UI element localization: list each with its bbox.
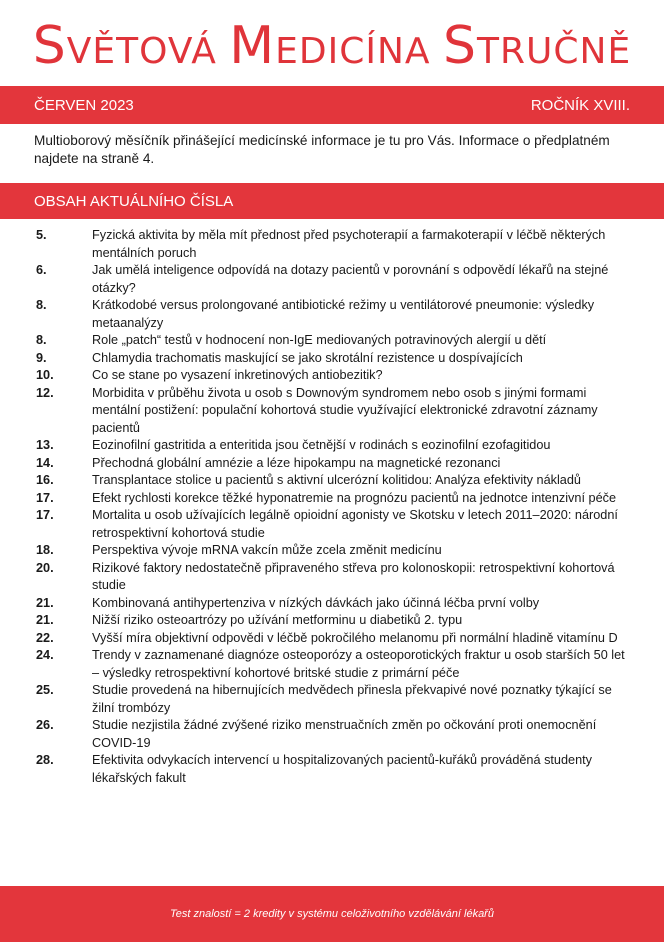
issue-volume: ROČNÍK XVIII. <box>530 96 630 114</box>
toc-entry[interactable] <box>36 612 632 630</box>
toc-article-title: Eozinofilní gastritida a enteritida jsou četnější v rodinách s eozinofilní ezofagitidou <box>92 438 551 452</box>
toc-article-title: Role „patch“ testů v hodnocení non-IgE mediovaných potravinových alergií u dětí <box>92 333 547 347</box>
toc-article-title: Mortalita u osob užívajících legálně opioidní agonisty ve Skotsku v letech 2011–2020: národní retrospektivní kohortová studie <box>92 508 618 540</box>
toc-entry[interactable] <box>36 490 632 508</box>
masthead-cap-2: M <box>229 16 276 76</box>
toc-entry[interactable] <box>36 752 632 787</box>
toc-page-number: 8. <box>36 298 47 312</box>
toc-page-number: 16. <box>36 473 54 487</box>
toc-article-title: Kombinovaná antihypertenziva v nízkých dávkách jako účinná léčba první volby <box>92 595 540 610</box>
toc-article-title: Přechodná globální amnézie a léze hipokampu na magnetické rezonanci <box>92 455 501 470</box>
toc-entry[interactable] <box>36 297 632 332</box>
toc-entry[interactable] <box>36 647 632 682</box>
toc-article-title: Morbidita v průběhu života u osob s Downovým syndromem nebo osob s jinými formami mentální postižení: populační kohortová studie využívající elektronické zdravotní záznamy pacientů <box>92 385 598 435</box>
masthead-cap-3: S <box>443 16 478 76</box>
masthead-title <box>0 16 664 76</box>
toc-page-number: 21. <box>36 595 54 610</box>
toc-page-number: 9. <box>36 350 47 365</box>
toc-page-number: 28. <box>36 753 54 767</box>
toc-page-number: 17. <box>36 508 54 522</box>
toc-page-number: 8. <box>36 333 47 347</box>
toc-page-number: 26. <box>36 718 54 732</box>
toc-page-number: 21. <box>36 613 54 627</box>
toc-entry[interactable] <box>36 507 632 542</box>
toc-page-number: 13. <box>36 438 54 452</box>
toc-article-title: Efektivita odvykacích intervencí u hospitalizovaných pacientů-kuřáků prováděná studenty lékařských fakult <box>92 753 593 785</box>
toc-page-number: 12. <box>36 385 54 400</box>
toc-entry[interactable] <box>36 542 632 560</box>
toc-heading-band <box>0 183 664 219</box>
footer-note: Test znalostí = 2 kredity v systému celoživotního vzdělávání lékařů <box>170 908 494 920</box>
toc-article-title: Jak umělá inteligence odpovídá na dotazy pacientů v porovnání s odpovědí lékařů na stejné otázky? <box>92 263 609 295</box>
masthead-word-2: EDICÍNA <box>275 31 431 72</box>
toc-article-title: Co se stane po vysazení inkretinových antiobezitik? <box>92 368 383 382</box>
toc-article-title: Studie provedená na hibernujících medvědech přinesla překvapivé nové poznatky týkající se žilní trombózy <box>92 683 612 715</box>
toc-entry[interactable] <box>36 630 632 648</box>
masthead-cap-1: S <box>32 16 67 76</box>
intro-text: Multioborový měsíčník přinášející medicínské informace je tu pro Vás. Informace o předplatném najdete na straně 4. <box>34 133 610 166</box>
toc-page-number: 6. <box>36 263 47 277</box>
footer-band <box>0 886 664 942</box>
toc-entry[interactable] <box>36 367 632 385</box>
issue-band <box>0 86 664 124</box>
toc-entry[interactable] <box>36 262 632 297</box>
toc-article-title: Fyzická aktivita by měla mít přednost před psychoterapií a farmakoterapií v léčbě některých mentálních poruch <box>92 228 606 260</box>
toc-page-number: 18. <box>36 543 54 557</box>
toc-page-number: 25. <box>36 683 54 697</box>
toc-article-title: Efekt rychlosti korekce těžké hyponatremie na prognózu pacientů na jednotce intenzivní péče <box>92 490 617 505</box>
toc-entry[interactable] <box>36 682 632 717</box>
toc-article-title: Studie nezjistila žádné zvýšené riziko menstruačních změn po očkování proti onemocnění COVID-19 <box>92 718 597 750</box>
toc-article-title: Perspektiva vývoje mRNA vakcín může zcela změnit medicínu <box>92 543 442 557</box>
masthead-word-3: TRUČNĚ <box>477 31 632 72</box>
toc-entry[interactable] <box>36 472 632 490</box>
toc-page-number: 22. <box>36 630 54 645</box>
table-of-contents <box>36 227 632 787</box>
masthead-word-1: VĚTOVÁ <box>66 31 217 72</box>
toc-entry[interactable] <box>36 350 632 368</box>
toc-article-title: Krátkodobé versus prolongované antibiotické režimy u ventilátorové pneumonie: výsledky metaanalýzy <box>92 298 595 330</box>
toc-article-title: Trendy v zaznamenané diagnóze osteoporózy a osteoporotických fraktur u osob starších 50 let – výsledky retrospektivní kohortové britské studie z primární péče <box>92 648 625 680</box>
toc-entry[interactable] <box>36 455 632 473</box>
toc-entry[interactable] <box>36 560 632 595</box>
toc-article-title: Vyšší míra objektivní odpovědi v léčbě pokročilého melanomu při normální hladině vitamínu D <box>92 630 618 645</box>
toc-page-number: 10. <box>36 368 54 382</box>
toc-article-title: Chlamydia trachomatis maskující se jako skrotální rezistence u dospívajících <box>92 350 523 365</box>
toc-article-title: Rizikové faktory nedostatečně připraveného střeva pro kolonoskopii: retrospektivní kohortová studie <box>92 560 615 592</box>
toc-article-title: Nižší riziko osteoartrózy po užívání metforminu u diabetiků 2. typu <box>92 613 463 627</box>
toc-heading: OBSAH AKTUÁLNÍHO ČÍSLA <box>34 192 234 210</box>
toc-entry[interactable] <box>36 332 632 350</box>
toc-page-number: 14. <box>36 455 54 470</box>
toc-entry[interactable] <box>36 385 632 438</box>
toc-page-number: 24. <box>36 648 54 662</box>
toc-entry[interactable] <box>36 595 632 613</box>
toc-page-number: 17. <box>36 490 54 505</box>
toc-entry[interactable] <box>36 717 632 752</box>
toc-page-number: 5. <box>36 228 47 242</box>
toc-entry[interactable] <box>36 437 632 455</box>
toc-entry[interactable] <box>36 227 632 262</box>
issue-date: ČERVEN 2023 <box>34 96 134 114</box>
toc-page-number: 20. <box>36 560 54 575</box>
toc-article-title: Transplantace stolice u pacientů s aktivní ulcerózní kolitidou: Analýza efektivity nákladů <box>92 473 581 487</box>
